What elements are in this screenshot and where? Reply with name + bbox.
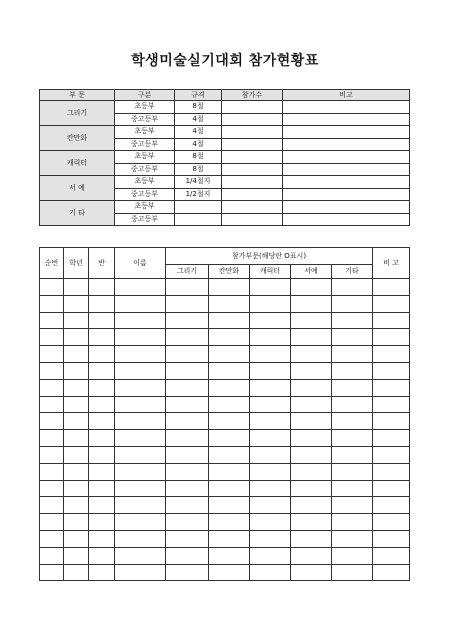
roster-cell[interactable]	[291, 463, 332, 480]
division-cell: 중고등부	[115, 188, 175, 201]
roster-cell[interactable]	[291, 379, 332, 396]
division-cell: 초등부	[115, 151, 175, 164]
roster-cell[interactable]	[250, 497, 291, 514]
roster-cell[interactable]	[166, 530, 209, 547]
participants-cell[interactable]	[222, 151, 283, 164]
roster-cell[interactable]	[332, 547, 373, 564]
roster-cell[interactable]	[89, 379, 115, 396]
participants-cell[interactable]	[222, 113, 283, 126]
roster-cell[interactable]	[291, 430, 332, 447]
roster-cell[interactable]	[115, 413, 166, 430]
roster-cell[interactable]	[166, 362, 209, 379]
roster-cell[interactable]	[40, 530, 64, 547]
roster-cell[interactable]	[115, 480, 166, 497]
roster-cell[interactable]	[115, 312, 166, 329]
header-remarks: 비 고	[373, 248, 410, 279]
roster-cell[interactable]	[250, 362, 291, 379]
page-title: 학생미술실기대회 참가현황표	[131, 53, 319, 69]
roster-cell[interactable]	[89, 514, 115, 531]
roster-cell[interactable]	[209, 329, 250, 346]
remarks-cell[interactable]	[283, 176, 410, 189]
roster-cell[interactable]	[209, 547, 250, 564]
spec-cell: 8절	[175, 151, 222, 164]
roster-cell[interactable]	[89, 279, 115, 296]
roster-cell[interactable]	[115, 279, 166, 296]
roster-cell[interactable]	[40, 480, 64, 497]
remarks-cell[interactable]	[283, 201, 410, 214]
roster-cell[interactable]	[291, 329, 332, 346]
participants-cell[interactable]	[222, 201, 283, 214]
roster-cell[interactable]	[64, 463, 89, 480]
roster-cell[interactable]	[209, 480, 250, 497]
roster-cell[interactable]	[166, 413, 209, 430]
roster-cell[interactable]	[332, 362, 373, 379]
roster-cell[interactable]	[40, 514, 64, 531]
header-class: 반	[89, 248, 115, 279]
roster-cell[interactable]	[250, 279, 291, 296]
roster-cell[interactable]	[89, 430, 115, 447]
summary-row	[40, 201, 410, 214]
roster-cell[interactable]	[64, 446, 89, 463]
header-section-other: 기타	[332, 265, 373, 279]
division-cell: 초등부	[115, 201, 175, 214]
roster-cell[interactable]	[209, 362, 250, 379]
roster-cell[interactable]	[166, 463, 209, 480]
roster-cell[interactable]	[166, 564, 209, 581]
roster-cell[interactable]	[89, 295, 115, 312]
roster-cell[interactable]	[166, 346, 209, 363]
header-participants: 참가수	[222, 90, 283, 101]
roster-cell[interactable]	[40, 547, 64, 564]
roster-cell[interactable]	[166, 295, 209, 312]
roster-cell[interactable]	[250, 463, 291, 480]
roster-cell[interactable]	[166, 329, 209, 346]
roster-cell[interactable]	[64, 564, 89, 581]
roster-cell[interactable]	[89, 547, 115, 564]
roster-cell[interactable]	[332, 446, 373, 463]
roster-cell[interactable]	[209, 279, 250, 296]
roster-cell[interactable]	[373, 564, 410, 581]
header-section-character: 캐릭터	[250, 265, 291, 279]
spec-cell: 4절	[175, 138, 222, 151]
roster-cell[interactable]	[209, 430, 250, 447]
roster-cell[interactable]	[332, 295, 373, 312]
roster-cell[interactable]	[115, 346, 166, 363]
spec-cell: 8절	[175, 163, 222, 176]
roster-cell[interactable]	[291, 530, 332, 547]
roster-cell[interactable]	[64, 379, 89, 396]
roster-cell[interactable]	[64, 514, 89, 531]
roster-cell[interactable]	[40, 312, 64, 329]
roster-cell[interactable]	[115, 430, 166, 447]
spec-cell	[175, 213, 222, 226]
participants-cell[interactable]	[222, 126, 283, 139]
category-label: 칸만화	[40, 126, 115, 151]
roster-cell[interactable]	[40, 295, 64, 312]
roster-cell[interactable]	[64, 480, 89, 497]
roster-row	[40, 396, 410, 413]
roster-cell[interactable]	[373, 480, 410, 497]
roster-cell[interactable]	[64, 396, 89, 413]
roster-cell[interactable]	[373, 379, 410, 396]
roster-cell[interactable]	[250, 413, 291, 430]
roster-cell[interactable]	[291, 564, 332, 581]
roster-cell[interactable]	[332, 329, 373, 346]
header-name: 이름	[115, 248, 166, 279]
roster-row	[40, 279, 410, 296]
roster-cell[interactable]	[166, 497, 209, 514]
roster-cell[interactable]	[291, 312, 332, 329]
roster-cell[interactable]	[40, 362, 64, 379]
roster-cell[interactable]	[166, 312, 209, 329]
roster-cell[interactable]	[89, 446, 115, 463]
roster-cell[interactable]	[166, 279, 209, 296]
roster-cell[interactable]	[373, 279, 410, 296]
spec-cell: 4절	[175, 126, 222, 139]
header-section-cartoon: 칸만화	[209, 265, 250, 279]
spec-cell: 8절	[175, 101, 222, 114]
roster-cell[interactable]	[40, 430, 64, 447]
roster-cell[interactable]	[250, 547, 291, 564]
roster-cell[interactable]	[89, 530, 115, 547]
summary-row	[40, 126, 410, 139]
roster-cell[interactable]	[373, 530, 410, 547]
roster-row	[40, 413, 410, 430]
roster-cell[interactable]	[40, 279, 64, 296]
remarks-cell[interactable]	[283, 101, 410, 114]
roster-cell[interactable]	[209, 446, 250, 463]
header-number: 순번	[40, 248, 64, 279]
header-grade: 학년	[64, 248, 89, 279]
roster-cell[interactable]	[40, 413, 64, 430]
roster-cell[interactable]	[250, 312, 291, 329]
roster-cell[interactable]	[64, 530, 89, 547]
roster-cell[interactable]	[373, 396, 410, 413]
summary-row	[40, 101, 410, 114]
spec-cell: 4절	[175, 113, 222, 126]
roster-cell[interactable]	[209, 312, 250, 329]
spec-cell	[175, 201, 222, 214]
roster-cell[interactable]	[209, 564, 250, 581]
roster-cell[interactable]	[64, 295, 89, 312]
roster-cell[interactable]	[166, 396, 209, 413]
header-section-drawing: 그리기	[166, 265, 209, 279]
roster-cell[interactable]	[209, 530, 250, 547]
roster-row	[40, 480, 410, 497]
division-cell: 중고등부	[115, 138, 175, 151]
summary-row	[40, 176, 410, 189]
participants-cell[interactable]	[222, 213, 283, 226]
summary-table	[39, 89, 410, 226]
remarks-cell[interactable]	[283, 213, 410, 226]
roster-cell[interactable]	[209, 463, 250, 480]
roster-cell[interactable]	[250, 295, 291, 312]
roster-row	[40, 379, 410, 396]
roster-cell[interactable]	[89, 497, 115, 514]
roster-row	[40, 564, 410, 581]
roster-row	[40, 446, 410, 463]
roster-cell[interactable]	[250, 446, 291, 463]
roster-cell[interactable]	[115, 446, 166, 463]
roster-cell[interactable]	[250, 346, 291, 363]
roster-cell[interactable]	[209, 396, 250, 413]
roster-cell[interactable]	[40, 446, 64, 463]
roster-cell[interactable]	[89, 480, 115, 497]
roster-cell[interactable]	[166, 430, 209, 447]
summary-row	[40, 151, 410, 164]
roster-cell[interactable]	[40, 379, 64, 396]
division-cell: 중고등부	[115, 163, 175, 176]
roster-cell[interactable]	[332, 564, 373, 581]
division-cell: 초등부	[115, 126, 175, 139]
roster-cell[interactable]	[89, 362, 115, 379]
roster-row	[40, 547, 410, 564]
roster-cell[interactable]	[291, 480, 332, 497]
roster-cell[interactable]	[332, 430, 373, 447]
division-cell: 초등부	[115, 101, 175, 114]
roster-cell[interactable]	[40, 463, 64, 480]
roster-cell[interactable]	[332, 497, 373, 514]
header-section-group: 참가부문(해당란 O표시)	[166, 248, 373, 265]
roster-cell[interactable]	[64, 346, 89, 363]
roster-cell[interactable]	[115, 362, 166, 379]
roster-cell[interactable]	[332, 312, 373, 329]
roster-row	[40, 463, 410, 480]
roster-cell[interactable]	[64, 362, 89, 379]
roster-cell[interactable]	[115, 396, 166, 413]
remarks-cell[interactable]	[283, 163, 410, 176]
category-label: 기 타	[40, 201, 115, 226]
division-cell: 중고등부	[115, 213, 175, 226]
roster-cell[interactable]	[373, 295, 410, 312]
roster-cell[interactable]	[89, 329, 115, 346]
roster-cell[interactable]	[250, 530, 291, 547]
roster-row	[40, 329, 410, 346]
roster-row	[40, 530, 410, 547]
roster-cell[interactable]	[332, 379, 373, 396]
division-cell: 중고등부	[115, 113, 175, 126]
roster-cell[interactable]	[332, 463, 373, 480]
roster-cell[interactable]	[332, 396, 373, 413]
roster-cell[interactable]	[209, 295, 250, 312]
roster-cell[interactable]	[373, 413, 410, 430]
roster-cell[interactable]	[373, 362, 410, 379]
roster-row	[40, 312, 410, 329]
roster-cell[interactable]	[332, 279, 373, 296]
header-division: 구분	[115, 90, 175, 101]
roster-cell[interactable]	[373, 446, 410, 463]
roster-cell[interactable]	[373, 547, 410, 564]
remarks-cell[interactable]	[283, 151, 410, 164]
roster-cell[interactable]	[291, 362, 332, 379]
roster-cell[interactable]	[250, 514, 291, 531]
roster-cell[interactable]	[115, 564, 166, 581]
roster-cell[interactable]	[64, 497, 89, 514]
spec-cell: 1/4절지	[175, 176, 222, 189]
roster-cell[interactable]	[89, 413, 115, 430]
roster-row	[40, 430, 410, 447]
remarks-cell[interactable]	[283, 126, 410, 139]
roster-cell[interactable]	[373, 329, 410, 346]
roster-cell[interactable]	[166, 480, 209, 497]
roster-cell[interactable]	[115, 379, 166, 396]
category-label: 그리기	[40, 101, 115, 126]
roster-cell[interactable]	[40, 497, 64, 514]
roster-cell[interactable]	[373, 346, 410, 363]
roster-cell[interactable]	[332, 480, 373, 497]
roster-cell[interactable]	[291, 279, 332, 296]
roster-cell[interactable]	[64, 430, 89, 447]
participants-cell[interactable]	[222, 188, 283, 201]
roster-cell[interactable]	[373, 514, 410, 531]
roster-cell[interactable]	[115, 514, 166, 531]
roster-cell[interactable]	[332, 413, 373, 430]
roster-cell[interactable]	[291, 413, 332, 430]
roster-cell[interactable]	[332, 530, 373, 547]
roster-cell[interactable]	[115, 329, 166, 346]
roster-cell[interactable]	[209, 413, 250, 430]
roster-cell[interactable]	[64, 312, 89, 329]
roster-cell[interactable]	[89, 463, 115, 480]
roster-cell[interactable]	[291, 547, 332, 564]
roster-cell[interactable]	[250, 396, 291, 413]
roster-cell[interactable]	[40, 346, 64, 363]
roster-cell[interactable]	[64, 279, 89, 296]
roster-row	[40, 514, 410, 531]
roster-cell[interactable]	[291, 346, 332, 363]
roster-cell[interactable]	[64, 413, 89, 430]
category-label: 서 예	[40, 176, 115, 201]
division-cell: 초등부	[115, 176, 175, 189]
roster-cell[interactable]	[332, 346, 373, 363]
roster-cell[interactable]	[89, 396, 115, 413]
roster-cell[interactable]	[209, 497, 250, 514]
roster-cell[interactable]	[291, 514, 332, 531]
roster-cell[interactable]	[115, 547, 166, 564]
roster-cell[interactable]	[209, 379, 250, 396]
remarks-cell[interactable]	[283, 188, 410, 201]
roster-cell[interactable]	[250, 329, 291, 346]
participants-cell[interactable]	[222, 101, 283, 114]
roster-cell[interactable]	[64, 329, 89, 346]
roster-cell[interactable]	[64, 547, 89, 564]
roster-cell[interactable]	[89, 312, 115, 329]
roster-cell[interactable]	[89, 564, 115, 581]
roster-cell[interactable]	[115, 497, 166, 514]
roster-row	[40, 362, 410, 379]
roster-cell[interactable]	[291, 396, 332, 413]
remarks-cell[interactable]	[283, 138, 410, 151]
roster-table	[39, 247, 410, 581]
roster-row	[40, 295, 410, 312]
roster-row	[40, 346, 410, 363]
roster-cell[interactable]	[332, 514, 373, 531]
roster-cell[interactable]	[250, 564, 291, 581]
roster-cell[interactable]	[250, 480, 291, 497]
roster-cell[interactable]	[291, 295, 332, 312]
roster-row	[40, 497, 410, 514]
roster-cell[interactable]	[373, 463, 410, 480]
roster-cell[interactable]	[373, 312, 410, 329]
roster-cell[interactable]	[291, 446, 332, 463]
roster-cell[interactable]	[40, 564, 64, 581]
roster-cell[interactable]	[115, 530, 166, 547]
roster-cell[interactable]	[166, 446, 209, 463]
header-spec: 규격	[175, 90, 222, 101]
roster-cell[interactable]	[250, 379, 291, 396]
header-category: 부 문	[40, 90, 115, 101]
roster-cell[interactable]	[40, 329, 64, 346]
roster-cell[interactable]	[250, 430, 291, 447]
participants-cell[interactable]	[222, 163, 283, 176]
roster-cell[interactable]	[166, 379, 209, 396]
spec-cell: 1/2절지	[175, 188, 222, 201]
header-remarks: 비고	[283, 90, 410, 101]
participants-cell[interactable]	[222, 138, 283, 151]
roster-cell[interactable]	[209, 346, 250, 363]
category-label: 캐릭터	[40, 151, 115, 176]
remarks-cell[interactable]	[283, 113, 410, 126]
roster-cell[interactable]	[40, 396, 64, 413]
roster-cell[interactable]	[373, 497, 410, 514]
roster-cell[interactable]	[115, 463, 166, 480]
header-section-calligraphy: 서예	[291, 265, 332, 279]
roster-cell[interactable]	[209, 514, 250, 531]
roster-cell[interactable]	[291, 497, 332, 514]
participants-cell[interactable]	[222, 176, 283, 189]
roster-cell[interactable]	[166, 514, 209, 531]
roster-cell[interactable]	[373, 430, 410, 447]
roster-cell[interactable]	[115, 295, 166, 312]
roster-cell[interactable]	[166, 547, 209, 564]
roster-cell[interactable]	[89, 346, 115, 363]
